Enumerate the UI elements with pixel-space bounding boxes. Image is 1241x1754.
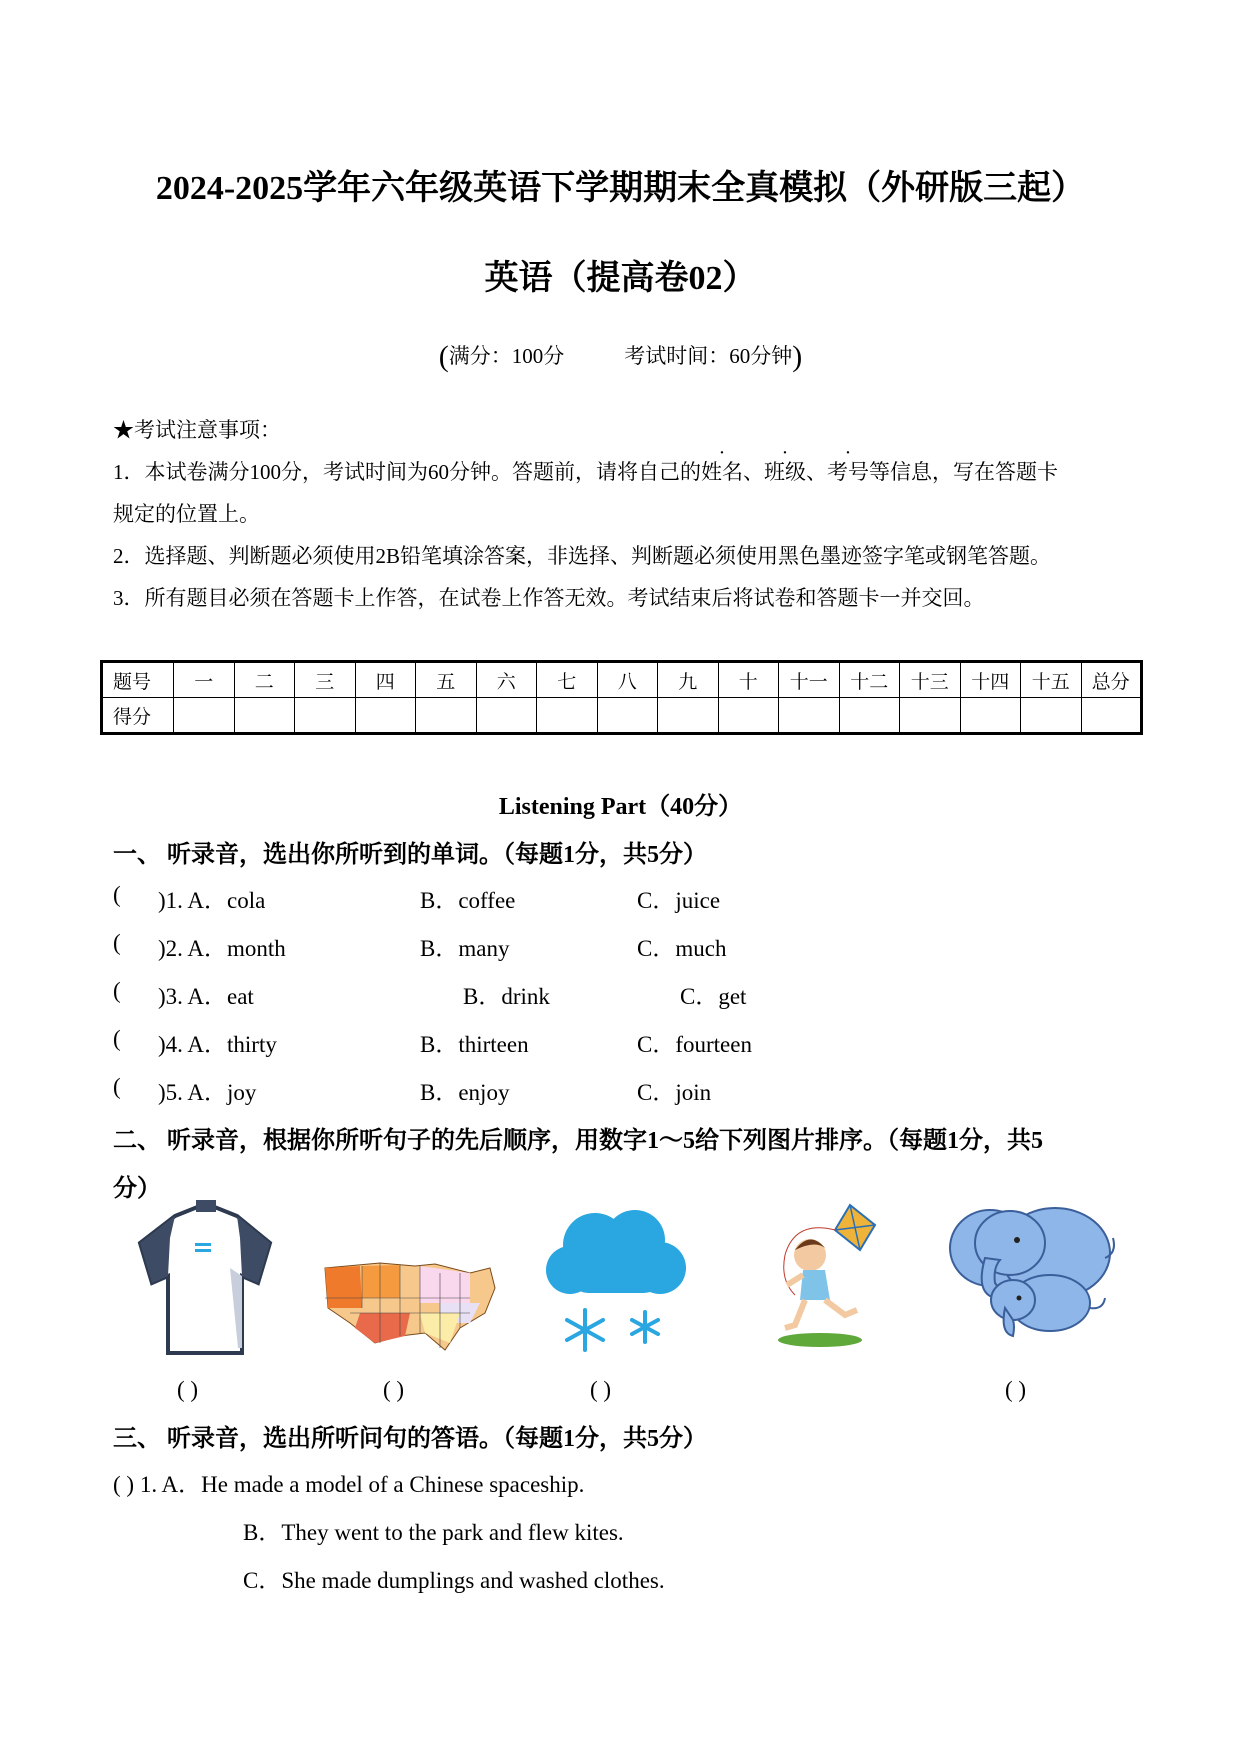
exam-time: 考试时间：60分钟 (624, 344, 793, 368)
section-3-question-1: ( ) 1. A．He made a model of a Chinese spaceship. (113, 1472, 585, 1497)
order-blank-5[interactable]: ( ) (1005, 1377, 1027, 1402)
page-title: 2024-2025学年六年级英语下学期期末全真模拟（外研版三起） (155, 170, 1086, 207)
shirt-picture (130, 1198, 280, 1358)
exam-meta: (满分：100分 考试时间：60分钟) (438, 340, 803, 373)
section-3-option-c: C．She made dumplings and washed clothes. (243, 1568, 665, 1593)
question-row: ( )4. A．thirty B．thirteen C．fourteen (113, 1026, 752, 1057)
notice-item-3: 3．所有题目必须在答题卡上作答，在试卷上作答无效。考试结束后将试卷和答题卡一并交回。 (113, 586, 985, 610)
question-row: ( )3. A．eat B．drink C．get (113, 978, 747, 1009)
score-table-row-label: 题号 (102, 662, 174, 698)
usa-map-picture (320, 1258, 500, 1358)
score-table-score-label: 得分 (102, 698, 174, 734)
snow-cloud-picture (540, 1200, 690, 1355)
notice-name: 姓名 (701, 460, 743, 484)
listening-part-title: Listening Part（40分） (498, 794, 743, 820)
notice-item-2: 2．选择题、判断题必须使用2B铅笔填涂答案，非选择、判断题必须使用黑色墨迹签字笔或钢笔答题。 (113, 544, 1052, 568)
section-1-heading: 一、 听录音，选出你所听到的单词。（每题1分，共5分） (113, 842, 707, 868)
question-row: ( )2. A．month B．many C．much (113, 930, 727, 961)
score-table-header-row: 题号 一 二 三 四 五 六 七 八 九 十 十一 十二 十三 十四 十五 总分 (102, 662, 1142, 698)
order-blank-3[interactable]: ( ) (590, 1377, 612, 1402)
section-2-heading-cont: 分） (113, 1176, 161, 1202)
order-blank-1[interactable]: ( ) (177, 1377, 199, 1402)
section-3-heading: 三、 听录音，选出所听问句的答语。（每题1分，共5分） (113, 1426, 707, 1452)
question-row: ( )5. A．joy B．enjoy C．join (113, 1074, 712, 1105)
question-row: ( )1. A．cola B．coffee C．juice (113, 882, 721, 913)
kite-boy-picture (765, 1200, 885, 1350)
score-table (100, 660, 1143, 735)
page-subtitle: 英语（提高卷02） (484, 260, 757, 297)
order-blank-2[interactable]: ( ) (383, 1377, 405, 1402)
elephants-picture (945, 1198, 1125, 1348)
notice-class: 班级 (764, 460, 806, 484)
score-table-score-row (102, 698, 1142, 734)
notice-item-1: 1．本试卷满分100分，考试时间为60分钟。答题前，请将自己的姓名、班级、考号等信息，写在答题卡 (113, 460, 1058, 484)
notice-item-1-cont: 规定的位置上。 (113, 502, 260, 526)
notice-heading: ★考试注意事项： (113, 418, 281, 442)
section-2-heading: 二、 听录音，根据你所听句子的先后顺序，用数字1～5给下列图片排序。（每题1分，共5 (113, 1128, 1043, 1154)
notice-number: 考号 (827, 460, 869, 484)
full-score: 满分：100分 (448, 344, 565, 368)
section-3-option-b: B．They went to the park and flew kites. (243, 1520, 624, 1545)
